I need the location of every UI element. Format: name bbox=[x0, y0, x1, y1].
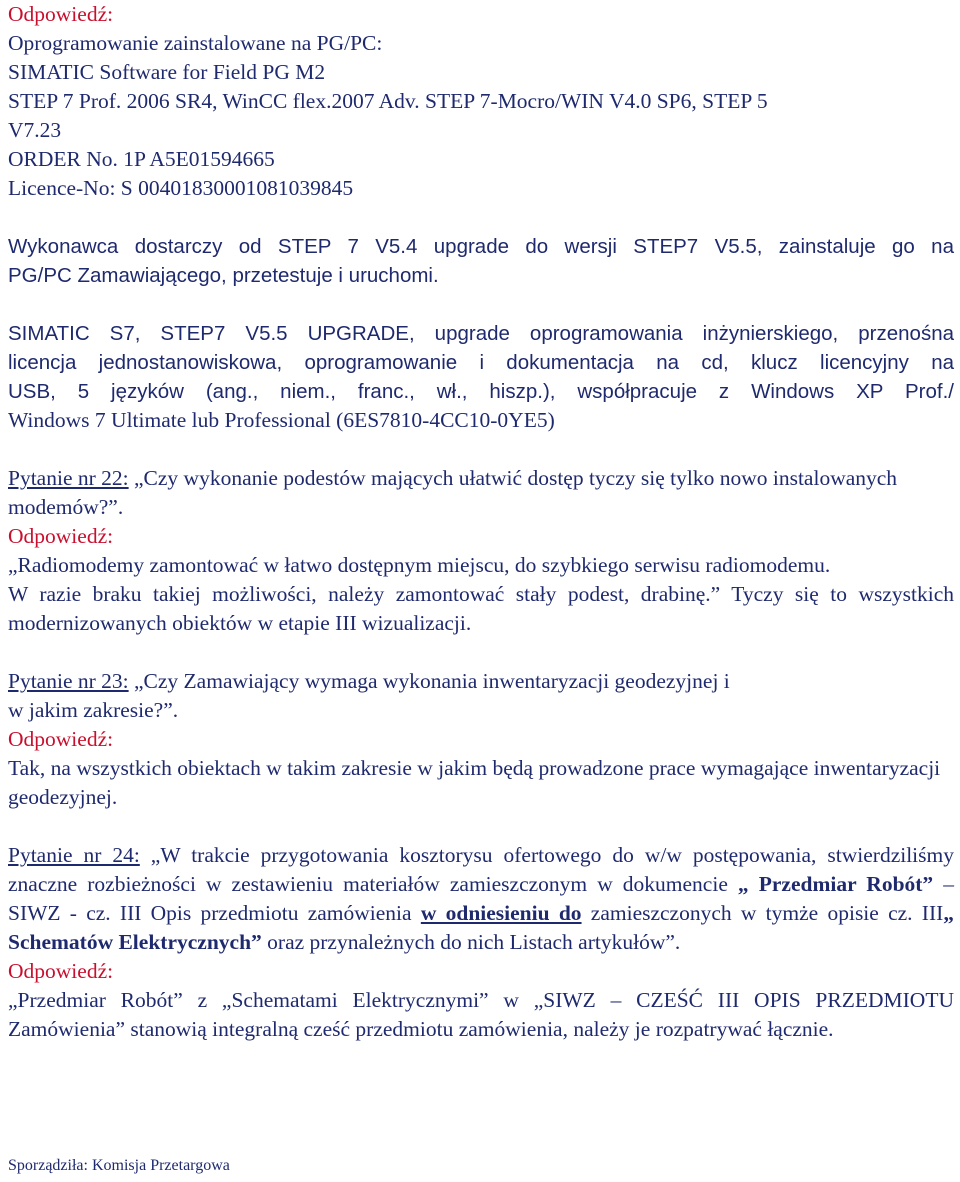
question-23-text-1: „Czy Zamawiający wymaga wykonania inwentaryzacji geodezyjnej i bbox=[128, 669, 730, 693]
contractor-line-1: Wykonawca dostarczy od STEP 7 V5.4 upgrade do wersji STEP7 V5.5, zainstaluje go na bbox=[8, 235, 954, 258]
question-22 bbox=[8, 464, 954, 522]
answer-22-text-2: W razie braku takiej możliwości, należy zamontować stały podest, drabinę.” Tyczy się to wszystkich modernizowanych obiektów w etapie III wizualizacji. bbox=[8, 582, 954, 635]
question-24-text-a: „W trakcie przygotowania kosztorysu ofertowego do w/w postępowania, stwierdziliśmy znaczne rozbieżności w zestawieniu materiałów zamieszczonym w dokumencie bbox=[8, 843, 954, 896]
answer-24-label: Odpowiedź: bbox=[8, 959, 114, 983]
contractor-line-2: PG/PC Zamawiającego, przetestuje i uruchomi. bbox=[8, 264, 439, 287]
software-line-5: ORDER No. 1P A5E01594665 bbox=[8, 147, 275, 171]
answer-22-label: Odpowiedź: bbox=[8, 524, 114, 548]
question-24-text-b: – SIWZ - cz. III Opis przedmiotu zamówienia bbox=[8, 872, 954, 925]
spacer bbox=[8, 203, 954, 232]
question-24 bbox=[8, 841, 954, 957]
simatic-line-3: USB, 5 języków (ang., niem., franc., wł., hiszp.), współpracuje z Windows XP Prof./ bbox=[8, 380, 954, 403]
question-24-text-d: oraz przynależnych do nich Listach artykułów”. bbox=[261, 930, 681, 954]
spacer bbox=[8, 638, 954, 667]
question-24-schematow: „ Schematów Elektrycznych” bbox=[8, 901, 955, 954]
answer-label-top: Odpowiedź: bbox=[8, 2, 114, 26]
answer-23-text: Tak, na wszystkich obiektach w takim zakresie w jakim będą prowadzone prace wymagające inwentaryzacji geodezyjnej. bbox=[8, 756, 941, 809]
contractor-paragraph bbox=[8, 232, 954, 290]
answer-22-text-1: „Radiomodemy zamontować w łatwo dostępnym miejscu, do szybkiego serwisu radiomodemu. bbox=[8, 553, 831, 577]
software-line-1: Oprogramowanie zainstalowane na PG/PC: bbox=[8, 31, 383, 55]
spacer bbox=[8, 435, 954, 464]
question-23-label: Pytanie nr 23: bbox=[8, 669, 129, 693]
document-page bbox=[8, 0, 954, 1044]
question-22-label: Pytanie nr 22: bbox=[8, 466, 129, 490]
simatic-paragraph bbox=[8, 319, 954, 406]
document-footer: Sporządziła: Komisja Przetargowa bbox=[8, 1157, 230, 1174]
software-line-6: Licence-No: S 00401830001081039845 bbox=[8, 176, 354, 200]
software-line-3: STEP 7 Prof. 2006 SR4, WinCC flex.2007 Adv. STEP 7-Mocro/WIN V4.0 SP6, STEP 5 bbox=[8, 89, 768, 113]
answer-23-label: Odpowiedź: bbox=[8, 727, 114, 751]
simatic-line-1: SIMATIC S7, STEP7 V5.5 UPGRADE, upgrade oprogramowania inżynierskiego, przenośna bbox=[8, 322, 954, 345]
simatic-line-2: licencja jednostanowiskowa, oprogramowanie i dokumentacja na cd, klucz licencyjny na bbox=[8, 351, 954, 374]
question-24-przedmiar: „ Przedmiar Robót” bbox=[737, 872, 934, 896]
software-line-2: SIMATIC Software for Field PG M2 bbox=[8, 60, 326, 84]
answer-24-text: „Przedmiar Robót” z „Schematami Elektrycznymi” w „SIWZ – CZEŚĆ III OPIS PRZEDMIOTU Zamówienia” stanowią integralną cześć przedmiotu zamówienia, należy je rozpatrywać łącznie. bbox=[8, 988, 954, 1041]
question-22-text: „Czy wykonanie podestów mających ułatwić dostęp tyczy się tylko nowo instalowanych modemów?”. bbox=[8, 466, 898, 519]
spacer bbox=[8, 812, 954, 841]
question-24-text-c: zamieszczonych w tymże opisie cz. III bbox=[581, 901, 944, 925]
question-24-odniesienie: w odniesieniu do bbox=[420, 901, 582, 925]
question-24-label: Pytanie nr 24: bbox=[8, 843, 140, 867]
spacer bbox=[8, 290, 954, 319]
software-line-4: V7.23 bbox=[8, 118, 62, 142]
question-23-text-2: w jakim zakresie?”. bbox=[8, 698, 179, 722]
question-23 bbox=[8, 667, 954, 696]
simatic-line-4: Windows 7 Ultimate lub Professional (6ES7810-4CC10-0YE5) bbox=[8, 408, 555, 432]
